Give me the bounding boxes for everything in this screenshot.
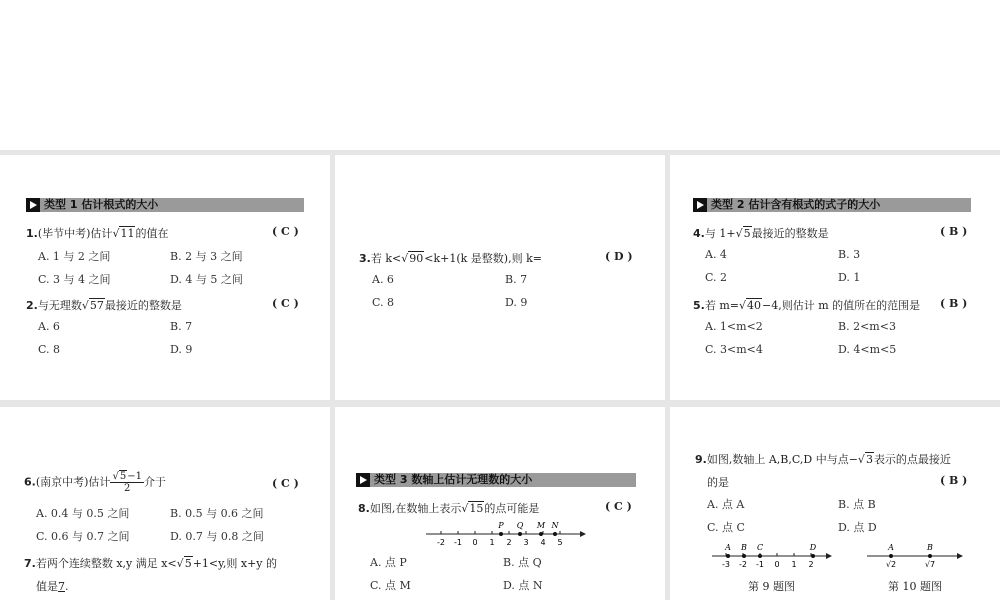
tick-label: 3 (523, 538, 529, 547)
option-a: A. 1<m<2 (705, 320, 763, 333)
point-label: Q (516, 521, 524, 530)
point-c (758, 554, 762, 558)
panel-q3 (335, 155, 665, 400)
question-4: 4.与 1+√5最接近的整数是 (693, 227, 829, 240)
option-c: C. 0.6 与 0.7 之间 (36, 530, 130, 543)
tick-label: -3 (722, 560, 730, 569)
point-d (811, 554, 815, 558)
tick-label: -2 (437, 538, 445, 547)
point-b (742, 554, 746, 558)
option-a: A. 0.4 与 0.5 之间 (36, 507, 130, 520)
tick-label: 0 (472, 538, 478, 547)
point-label: B (741, 543, 747, 552)
tick-label: 0 (774, 560, 780, 569)
option-d: D. 0.7 与 0.8 之间 (170, 530, 264, 543)
tick-label: 4 (540, 538, 546, 547)
answer-q5: ( B ) (940, 297, 968, 310)
option-a: A. 4 (705, 248, 727, 261)
play-triangle-icon (693, 198, 707, 212)
number-line-q9 (710, 541, 840, 571)
option-d: D. 1 (838, 271, 861, 284)
play-triangle-icon (356, 473, 370, 487)
option-d: D. 4<m<5 (838, 343, 897, 356)
option-a: A. 1 与 2 之间 (38, 250, 111, 263)
option-c: C. 点 C (707, 521, 745, 534)
option-c: C. 3<m<4 (705, 343, 763, 356)
tick-label: 1 (489, 538, 495, 547)
point-label: D (809, 543, 817, 552)
answer-q1: ( C ) (272, 225, 299, 238)
answer-q9: ( B ) (940, 474, 968, 487)
option-d: D. 点 N (503, 579, 543, 592)
option-b: B. 0.5 与 0.6 之间 (170, 507, 264, 520)
point-label: P (498, 521, 504, 530)
point-label: B (927, 543, 933, 552)
option-d: D. 9 (505, 296, 528, 309)
option-b: B. 2 与 3 之间 (170, 250, 243, 263)
tick-label: 2 (506, 538, 512, 547)
section-header-type1 (26, 198, 304, 212)
figure-caption-10: 第 10 题图 (888, 580, 942, 593)
radical-label: √7 (924, 560, 936, 569)
tick-label: -1 (756, 560, 764, 569)
point-m (539, 532, 543, 536)
answer-q3: ( D ) (605, 250, 633, 263)
section-title: 类型 3 数轴上估计无理数的大小 (374, 473, 533, 486)
option-a: A. 6 (38, 320, 60, 333)
option-a: A. 6 (372, 273, 394, 286)
option-c: C. 8 (38, 343, 61, 356)
play-triangle-icon (26, 198, 40, 212)
tick-label: -2 (739, 560, 747, 569)
panel-q9 (670, 407, 1000, 600)
option-d: D. 4 与 5 之间 (170, 273, 243, 286)
point-q (518, 532, 522, 536)
tick-label: 1 (791, 560, 797, 569)
section-header-type3 (356, 473, 636, 487)
question-9: 9.如图,数轴上 A,B,C,D 中与点−√3表示的点最接近 (695, 453, 951, 466)
question-3: 3.若 k<√90<k+1(k 是整数),则 k= (359, 252, 542, 265)
point-label: N (551, 521, 559, 530)
point-label: A (888, 543, 894, 552)
question-2: 2.与无理数√57最接近的整数是 (26, 299, 182, 312)
question-8: 8.如图,在数轴上表示√15的点可能是 (358, 502, 540, 515)
option-a: A. 点 P (370, 556, 407, 569)
number-line-q8 (420, 520, 590, 550)
option-d: D. 点 D (838, 521, 877, 534)
panel-type2-q4-q5 (670, 155, 1000, 400)
option-c: C. 点 M (370, 579, 411, 592)
option-b: B. 点 Q (503, 556, 542, 569)
option-c: C. 3 与 4 之间 (38, 273, 111, 286)
panel-type1-q1-q2 (0, 155, 330, 400)
tick-label: 2 (808, 560, 814, 569)
answer-q6: ( C ) (272, 477, 299, 490)
panel-type3-q8 (335, 407, 665, 600)
question-5: 5.若 m=√40−4,则估计 m 的值所在的范围是 (693, 299, 921, 312)
figure-caption-9: 第 9 题图 (748, 580, 795, 593)
point-p (499, 532, 503, 536)
section-title: 类型 2 估计含有根式的式子的大小 (711, 198, 881, 211)
point-a (889, 554, 893, 558)
point-label: C (756, 543, 764, 552)
point-label: A (725, 543, 731, 552)
tick-label: 5 (557, 538, 563, 547)
answer-q2: ( C ) (272, 297, 299, 310)
point-label: M (536, 521, 546, 530)
point-a (726, 554, 730, 558)
radical-label: √2 (885, 560, 897, 569)
option-b: B. 7 (505, 273, 528, 286)
top-blank-area (0, 0, 1000, 150)
fraction: $\frac{√5-1}{2}$ (112, 471, 142, 494)
point-n (553, 532, 557, 536)
answer-q4: ( B ) (940, 225, 968, 238)
section-header-type2 (693, 198, 971, 212)
section-title: 类型 1 估计根式的大小 (44, 198, 159, 211)
number-line-fig10 (865, 541, 970, 571)
option-d: D. 9 (170, 343, 193, 356)
option-a: A. 点 A (707, 498, 745, 511)
option-c: C. 8 (372, 296, 395, 309)
option-b: B. 7 (170, 320, 193, 333)
point-b (928, 554, 932, 558)
question-6: 6.(南京中考)估计 $\frac{√5-1}{2}$ 介于 (24, 471, 166, 494)
option-b: B. 3 (838, 248, 861, 261)
option-b: B. 点 B (838, 498, 876, 511)
question-7: 7.若两个连续整数 x,y 满足 x<√5+1<y,则 x+y 的 (24, 557, 277, 570)
question-7-line2: 值是7. (36, 580, 69, 593)
tick-label: -1 (454, 538, 462, 547)
answer-q8: ( C ) (605, 500, 632, 513)
question-1: 1.(毕节中考)估计√11的值在 (26, 227, 169, 240)
panel-q6-q7 (0, 407, 330, 600)
option-b: B. 2<m<3 (838, 320, 896, 333)
answer-q7: 7 (58, 580, 65, 593)
question-9-line2: 的是 (707, 476, 729, 489)
option-c: C. 2 (705, 271, 728, 284)
